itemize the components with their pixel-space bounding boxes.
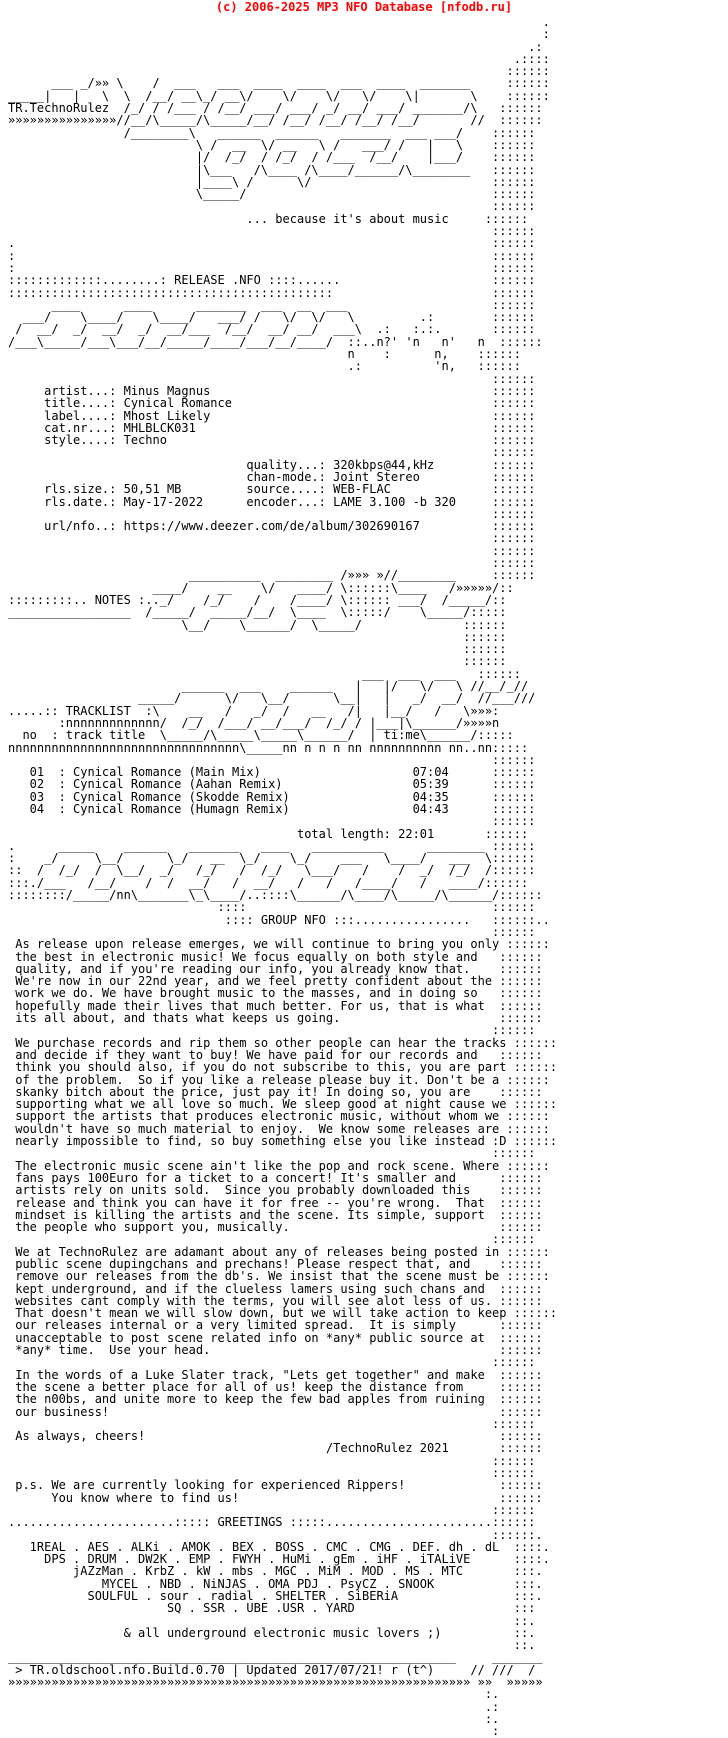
site-header: (c) 2006-2025 MP3 NFO Database [nfodb.ru]: [215, 0, 513, 14]
nfo-text: . : .: .:::: :::::: ___ _/»» \ / ___ ___ ____ ____ ___ ____ _______ :::::: _____| | \ \ /__/ __\_/ __\/ \/ \/ \/ \| \ :::::: TR.TechnoRulez /_/ / /___ / /__/ ___/ ___/ _/ __/ ___/ _______/\ :::::: »»»»»»»»»»»»»»»//__/\_____/\_____/__/ /__/ /__/ /__/ /__/ // :::::: /________\ ______ ______ _______ ___ ___/ :::::: \ / __ \/ __ \ / ___/ / | \ :::::: |/ /_/ / /_/ / /___ /__/ |___/ :::::: |\___ /\____ /\____/______/\________ :::::: |____\ / \/ :::::: \_____/ :::::: :::::: ... because it's about music :::::: :::::: . :::::: : :::::: : :::::: :::::::::::::........: RELEASE .NFO ::::...... :::::: ::::::::::::::::::::::::::::::::::::::::::::: :::::: ____ ____ _______ ___ __ ___ :::::: ___/ \____/ \____/ ___/ / \/ \/ \ .: :::::: / __/ _/ __/ _/ __/___ /__/ __/ __/ ___\ .: :.:. :::::: /___\_____/___\___/__/_____/____/___/__/____/ ::..n?' 'n n' n :::::: n : n, :::::: .: 'n, :::::: :::::: artist...: Minus Magnus :::::: title....: Cynical Romance :::::: label....: Mhost Likely :::::: cat.nr...: MHLBLCK031 :::::: style....: Techno :::::: :::::: quality...: 320kbps@44,kHz :::::: chan-mode.: Joint Stereo :::::: rls.size.: 50,51 MB source....: WEB-FLAC :::::: rls.date.: May-17-2022 encoder...: LAME 3.100 -b 320 :::::: :::::: url/nfo..: https://www.deezer.com/de/album/302690167 :::::: :::::: :::::: :::::: __________ ________ /»»» »//________ :::::: ____/ __ \/ ____/ \::::::\____ /»»»»»/:: :::::::::.. NOTES :.._/ /_/ / /____/ \:::::: ___/ /_____/:: _________________ /_____/ _____/__/ \____ \:::::/ \_____/::::: \__/ \______/ \_____/ :::::: :::::: :::::: :::::: ___ ___ ___ :::::: ______ ___ ______ | |/ \/ \ //__/_// _____/ \/ \__/ \__| | _/ __/ //___/// .....:: TRACKLIST :\ __ / _/ / __ /| |__/ / \»»»: :nnnnnnnnnnnnn/ /_/ /___/ __/___/ /_/ / |___|\______/»»»»n no : track title \_____/\_____\_____\______/ | ti:me\______/::::: nnnnnnnnnnnnnnnnnnnnnnnnnnnnnnnn\_____nn n n n nn nnnnnnnnnn nn..nn::::: :::::: 01 : Cynical Romance (Main Mix) 07:04 :::::: 02 : Cynical Romance (Aahan Remix) 05:39 :::::: 03 : Cynical Romance (Skodde Remix) 04:35 :::::: 04 : Cynical Romance (Humagn Remix) 04:43 :::::: :::::: total length: 22:01 :::::: . _____ ______ _______ ____ __________ ________ :::::: : _/ \__/ \_/ __ \_/ \_/ ___ \____/ ___ \:::::: :: / /_/ / \__/ _/ /_/ / /_/ \___/ / / _/ /_/ /:::::: :::./___ /__/ / / __/ / __/ / / /____/ / ____/:::::: ::::::::/_____/nn\_______\_\____/..::::\______/\____/\_____/\______/:::::: :::: :::::: :::: GROUP NFO :::................ ::::::.. :::::: As release upon release emerges, we will continue to bring you only :::::: the best in electronic music! We focus equally on both style and :::::: quality, and if you're reading our info, you already know that. :::::: We're now in our 22nd year, and we feel pretty confident about the :::::: work we do. We have brought music to the masses, and in doing so :::::: hopefully made their lives that much better. For us, that is what :::::: its all about, and thats what keeps us going. :::::: :::::: We purchase records and rip them so other people can hear the tracks :::::: and decide if they want to buy! We have paid for our records and :::::: think you should also, if you do not subscribe to this, you are part :::::: of the problem. So if you like a release please buy it. Don't be a :::::: skanky bitch about the price, just pay it! In doing so, you are :::::: supporting what we all love so much. We sleep good at night cause we :::::: support the artists that produces electronic music, without whom we :::::: wouldn't have so much material to enjoy. We know some releases are :::::: nearly impossible to find, so buy something else you like instead :D :::::: :::::: The electronic music scene ain't like the pop and rock scene. Where :::::: fans pays 100Euro for a ticket to a concert! It's smaller and :::::: artists rely on units sold. Since you probably downloaded this :::::: release and think you can have it for free -- you're wrong. That :::::: mindset is killing the artists and the scene. Its simple, support :::::: the people who support you, musically. :::::: :::::: We at TechnoRulez are adamant about any of releases being posted in :::::: public scene dupingchans and prechans! Please respect that, and :::::: remove our releases from the db's. We insist that the scene must be :::::: kept underground, and if the clueless lamers using such chans and :::::: websites cant comply with the terms, you will see alot less of us. :::::: That doesn't mean we will slow down, but we will take action to keep :::::: our releases internal or a very limited spread. It is simply :::::: unacceptable to post scene related info on *any* public source at :::::: *any* time. Use your head. :::::: :::::: In the words of a Luke Slater track, "Lets get together" and make :::::: the scene a better place for all of us! keep the distance from :::::: the n00bs, and unite more to keep the few bad apples from ruining :::::: our business! :::::: :::::: As always, cheers! :::::: /TechnoRulez 2021 :::::: :::::: :::::: p.s. We are currently looking for experienced Rippers! :::::: You know where to find us! :::::: :::::: .......................::::: GREETINGS :::::.......................:::::: ::::::. 1REAL . AES . ALKi . AMOK . BEX . BOSS . CMC . CMG . DEF. dh . dL ::::. DPS . DRUM . DW2K . EMP . FWYH . HuMi . gEm . iHF . iTALiVE ::::. jAZzMan . KrbZ . kW . mbs . MGC . MiM . MOD . MS . MTC :::. MYCEL . NBD . NiNJAS . OMA PDJ . PsyCZ . SNOOK :::. SOULFUL . sour . radial . SHELTER . SiBERiA :::. SQ . SSR . UBE .USR . YARD ::: ::. & all underground electronic music lovers ;) ::. ::. ______________________________________________________________ _______ > TR.oldschool.nfo.Build.0.70 | Updated 2017/07/21! r (t^) // /// / »»»»»»»»»»»»»»»»»»»»»»»»»»»»»»»»»»»»»»»»»»»»»»»»»»»»»»»»»»»»»»»» »» »»»»» :. .: :. :: [8, 15, 558, 1738]
